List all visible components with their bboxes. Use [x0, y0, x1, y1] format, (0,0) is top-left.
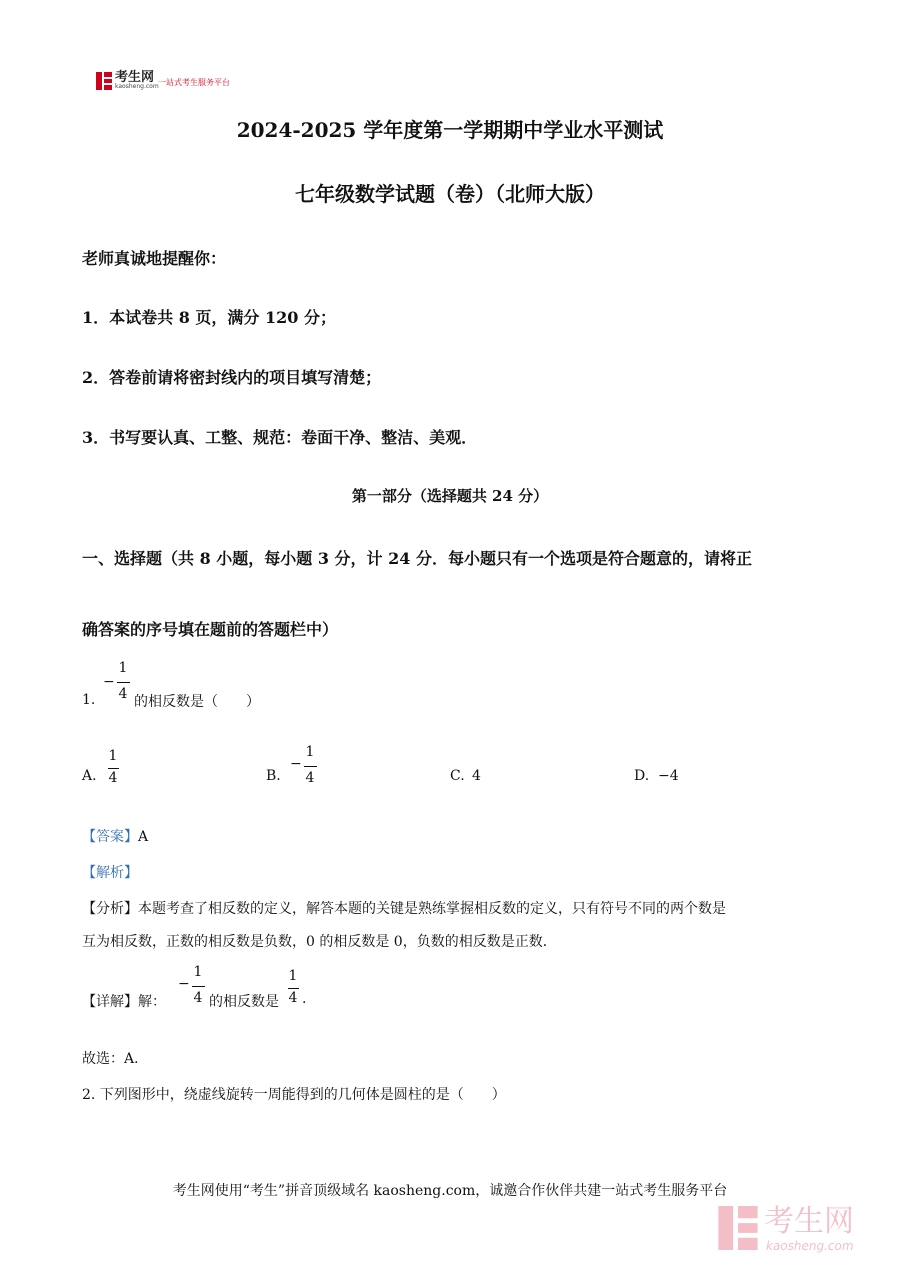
denominator: 4	[193, 990, 203, 1006]
minus-sign: −	[103, 674, 115, 690]
option-c-label: C.	[450, 768, 465, 784]
header-logo	[96, 70, 266, 94]
logo-text: 考生网	[115, 70, 155, 85]
denominator: 4	[305, 770, 315, 786]
logo-domain: kaosheng.com	[115, 83, 159, 90]
watermark	[718, 1206, 878, 1256]
detail-end: .	[302, 991, 307, 1007]
reminder-heading: 老师真诚地提醒你：	[82, 249, 227, 268]
fraction-bar	[117, 682, 130, 683]
exam-subtitle: 七年级数学试题（卷）（北师大版）	[295, 182, 605, 206]
numerator: 1	[288, 968, 298, 984]
fraction-bar	[304, 766, 317, 767]
fraction-bar	[288, 988, 299, 989]
watermark-text: 考生网	[764, 1204, 854, 1239]
footer-text: 考生网使用“考生”拼音顶级域名 kaosheng.com，诚邀合作伙伴共建一站式考生服务平台	[172, 1183, 728, 1199]
reminder-item: 3．书写要认真、工整、规范：卷面干净、整洁、美观．	[82, 428, 478, 447]
option-b-label: B.	[266, 768, 281, 784]
numerator: 1	[193, 964, 203, 980]
kaosheng-watermark-icon	[718, 1206, 758, 1250]
choose-line: 故选：A．	[82, 1051, 149, 1067]
q1-fraction	[103, 660, 133, 708]
detail-answer-fraction	[287, 968, 301, 1010]
analysis-text: 【分析】本题考查了相反数的定义，解答本题的关键是熟练掌握相反数的定义，只有符号不同的两个数是	[82, 901, 726, 917]
logo-slogan: 一站式考生服务平台	[158, 78, 230, 87]
option-d-label: D.	[634, 768, 650, 784]
option-a-label: A.	[82, 768, 97, 784]
denominator: 4	[288, 990, 298, 1006]
minus-sign: −	[178, 976, 190, 992]
reminder-item: 1．本试卷共 8 页，满分 120 分；	[82, 308, 336, 327]
q1-stem-text: 的相反数是（ ）	[134, 694, 260, 710]
option-a-fraction	[107, 748, 121, 790]
exam-title: 2024-2025 学年度第一学期期中学业水平测试	[236, 118, 664, 142]
numerator: 1	[118, 660, 128, 676]
answer-tag: 【答案】	[82, 829, 138, 845]
fraction-bar	[192, 986, 205, 987]
q1-number: 1.	[82, 692, 96, 708]
option-d-value: −4	[658, 768, 679, 784]
part1-heading: 第一部分（选择题共 24 分）	[351, 487, 549, 505]
option-b-fraction	[290, 744, 320, 790]
answer-line	[82, 826, 148, 846]
analysis-tag: 【解析】	[82, 865, 138, 881]
numerator: 1	[108, 748, 118, 764]
q2-stem: 2. 下列图形中，绕虚线旋转一周能得到的几何体是圆柱的是（ ）	[82, 1087, 506, 1103]
option-c-value: 4	[472, 768, 481, 784]
detail-prefix: 【详解】解：	[82, 994, 166, 1010]
kaosheng-logo-icon	[96, 72, 112, 90]
watermark-domain: kaosheng.com	[766, 1239, 854, 1253]
reminder-item: 2．答卷前请将密封线内的项目填写清楚；	[82, 368, 382, 387]
answer-value: A	[138, 829, 149, 845]
denominator: 4	[118, 686, 128, 702]
detail-fraction	[178, 964, 208, 1010]
denominator: 4	[108, 770, 118, 786]
part1-instruction-cont: 确答案的序号填在题前的答题栏中）	[82, 620, 339, 639]
minus-sign: −	[290, 756, 302, 772]
numerator: 1	[305, 744, 315, 760]
fraction-bar	[108, 768, 119, 769]
detail-mid: 的相反数是	[209, 994, 279, 1010]
analysis-text-cont: 互为相反数，正数的相反数是负数，0 的相反数是 0，负数的相反数是正数．	[82, 934, 557, 950]
part1-instruction: 一、选择题（共 8 小题，每小题 3 分，计 24 分．每小题只有一个选项是符合题意的，请将正	[82, 549, 752, 568]
